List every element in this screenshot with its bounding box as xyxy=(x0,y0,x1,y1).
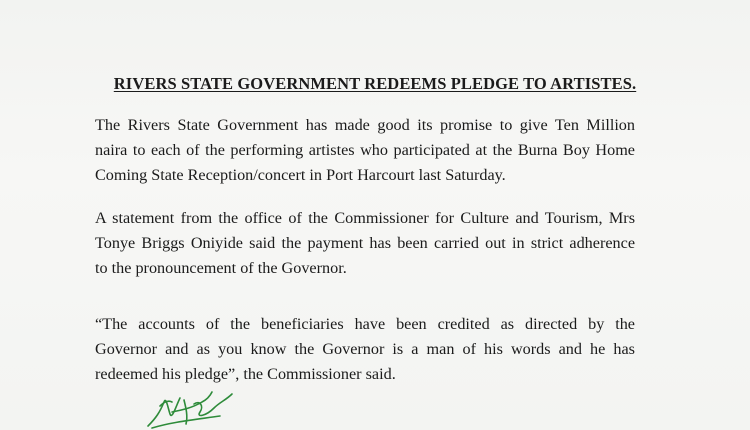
paragraph-line: naira to each of the performing artistes who participated at the Burna Boy Home xyxy=(95,141,635,159)
paragraph-commissioner-statement xyxy=(95,206,635,281)
paragraph-line: redeemed his pledge”, the Commissioner said. xyxy=(95,365,396,383)
paragraph-line: A statement from the office of the Commissioner for Culture and Tourism, Mrs xyxy=(95,209,635,227)
paragraph-line: Governor and as you know the Governor is a man of his words and he has xyxy=(95,340,635,358)
paragraph-line: Coming State Reception/concert in Port Harcourt last Saturday. xyxy=(95,166,506,184)
paragraph-line: Tonye Briggs Oniyide said the payment has been carried out in strict adherence xyxy=(95,234,635,252)
paragraph-quote xyxy=(95,312,635,387)
paragraph-line: “The accounts of the beneficiaries have been credited as directed by the xyxy=(95,315,635,333)
handwritten-signature xyxy=(142,382,262,430)
paragraph-payment-announcement xyxy=(95,113,635,188)
paragraph-line: The Rivers State Government has made good its promise to give Ten Million xyxy=(95,116,635,134)
signature-strokes xyxy=(148,392,232,428)
document-title: RIVERS STATE GOVERNMENT REDEEMS PLEDGE TO ARTISTES. xyxy=(113,74,637,93)
paragraph-line: to the pronouncement of the Governor. xyxy=(95,259,347,277)
